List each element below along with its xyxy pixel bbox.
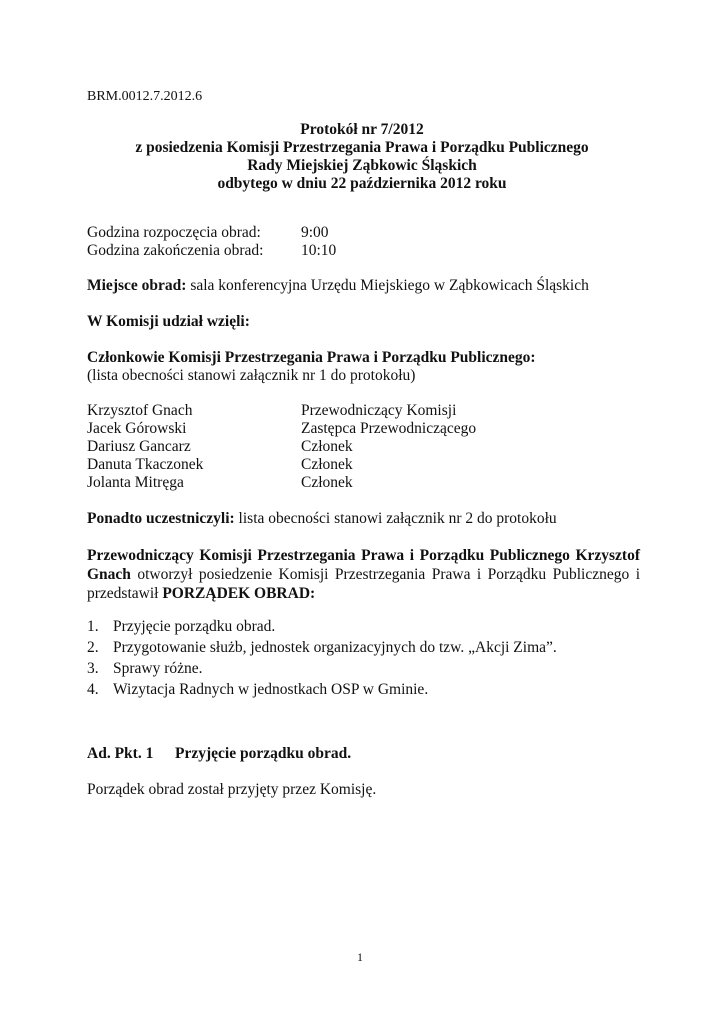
member-name: Dariusz Gancarz [87, 438, 191, 455]
member-name: Jolanta Mitręga [87, 474, 184, 491]
start-time-value: 9:00 [301, 224, 329, 241]
other-participants [87, 510, 557, 528]
agenda-item-number: 1. [87, 618, 99, 635]
meeting-place-label: Miejsce obrad: [87, 277, 187, 294]
ad1-title: Przyjęcie porządku obrad. [175, 745, 352, 762]
opening-paragraph [87, 546, 640, 603]
agenda-item-text: Wizytacja Radnych w jednostkach OSP w Gminie. [113, 681, 429, 698]
member-name: Jacek Górowski [87, 420, 187, 437]
agenda-item-text: Przygotowanie służb, jednostek organizacyjnych do tzw. „Akcji Zima”. [113, 639, 557, 656]
member-name: Krzysztof Gnach [87, 402, 193, 419]
title-line-4: odbytego w dniu 22 października 2012 roku [217, 175, 507, 192]
title-line-2: z posiedzenia Komisji Przestrzegania Prawa i Porządku Publicznego [135, 139, 589, 156]
member-role: Zastępca Przewodniczącego [301, 420, 477, 437]
ad1-body: Porządek obrad został przyjęty przez Komisję. [87, 781, 377, 798]
document-reference: BRM.0012.7.2012.6 [87, 89, 203, 104]
agenda-item-number: 4. [87, 681, 99, 698]
agenda-item-number: 3. [87, 660, 99, 677]
title-line-1: Protokół nr 7/2012 [300, 121, 424, 138]
member-role: Członek [301, 438, 353, 455]
title-line-3: Rady Miejskiej Ząbkowic Śląskich [247, 157, 477, 174]
agenda-item-number: 2. [87, 639, 99, 656]
agenda-heading: PORZĄDEK OBRAD: [162, 585, 316, 602]
other-participants-value: lista obecności stanowi załącznik nr 2 do protokołu [234, 510, 557, 527]
ad1-heading: Ad. Pkt. 1 [87, 745, 154, 762]
page-number: 1 [357, 950, 363, 964]
opening-chair: Przewodniczący Komisji Przestrzegania Prawa i Porządku Publicznego Krzysztof Gnach [87, 547, 640, 583]
participants-heading: W Komisji udział wzięli: [87, 313, 250, 330]
end-time-value: 10:10 [301, 242, 337, 259]
other-participants-label: Ponadto uczestniczyli: [87, 510, 235, 527]
meeting-place [87, 277, 589, 295]
member-role: Członek [301, 456, 353, 473]
member-role: Przewodniczący Komisji [301, 402, 457, 419]
member-name: Danuta Tkaczonek [87, 456, 204, 473]
opening-text: otworzył posiedzenie Komisji Przestrzegania Prawa i Porządku Publicznego i przedstawił [87, 566, 640, 602]
members-heading: Członkowie Komisji Przestrzegania Prawa i Porządku Publicznego: [87, 349, 536, 366]
start-time-label: Godzina rozpoczęcia obrad: [87, 224, 261, 241]
member-role: Członek [301, 474, 353, 491]
agenda-item-text: Sprawy różne. [113, 660, 203, 677]
agenda-item-text: Przyjęcie porządku obrad. [113, 618, 276, 635]
end-time-label: Godzina zakończenia obrad: [87, 242, 264, 259]
meeting-place-value: sala konferencyjna Urzędu Miejskiego w Ząbkowicach Śląskich [186, 277, 589, 294]
members-note: (lista obecności stanowi załącznik nr 1 do protokołu) [87, 367, 416, 384]
